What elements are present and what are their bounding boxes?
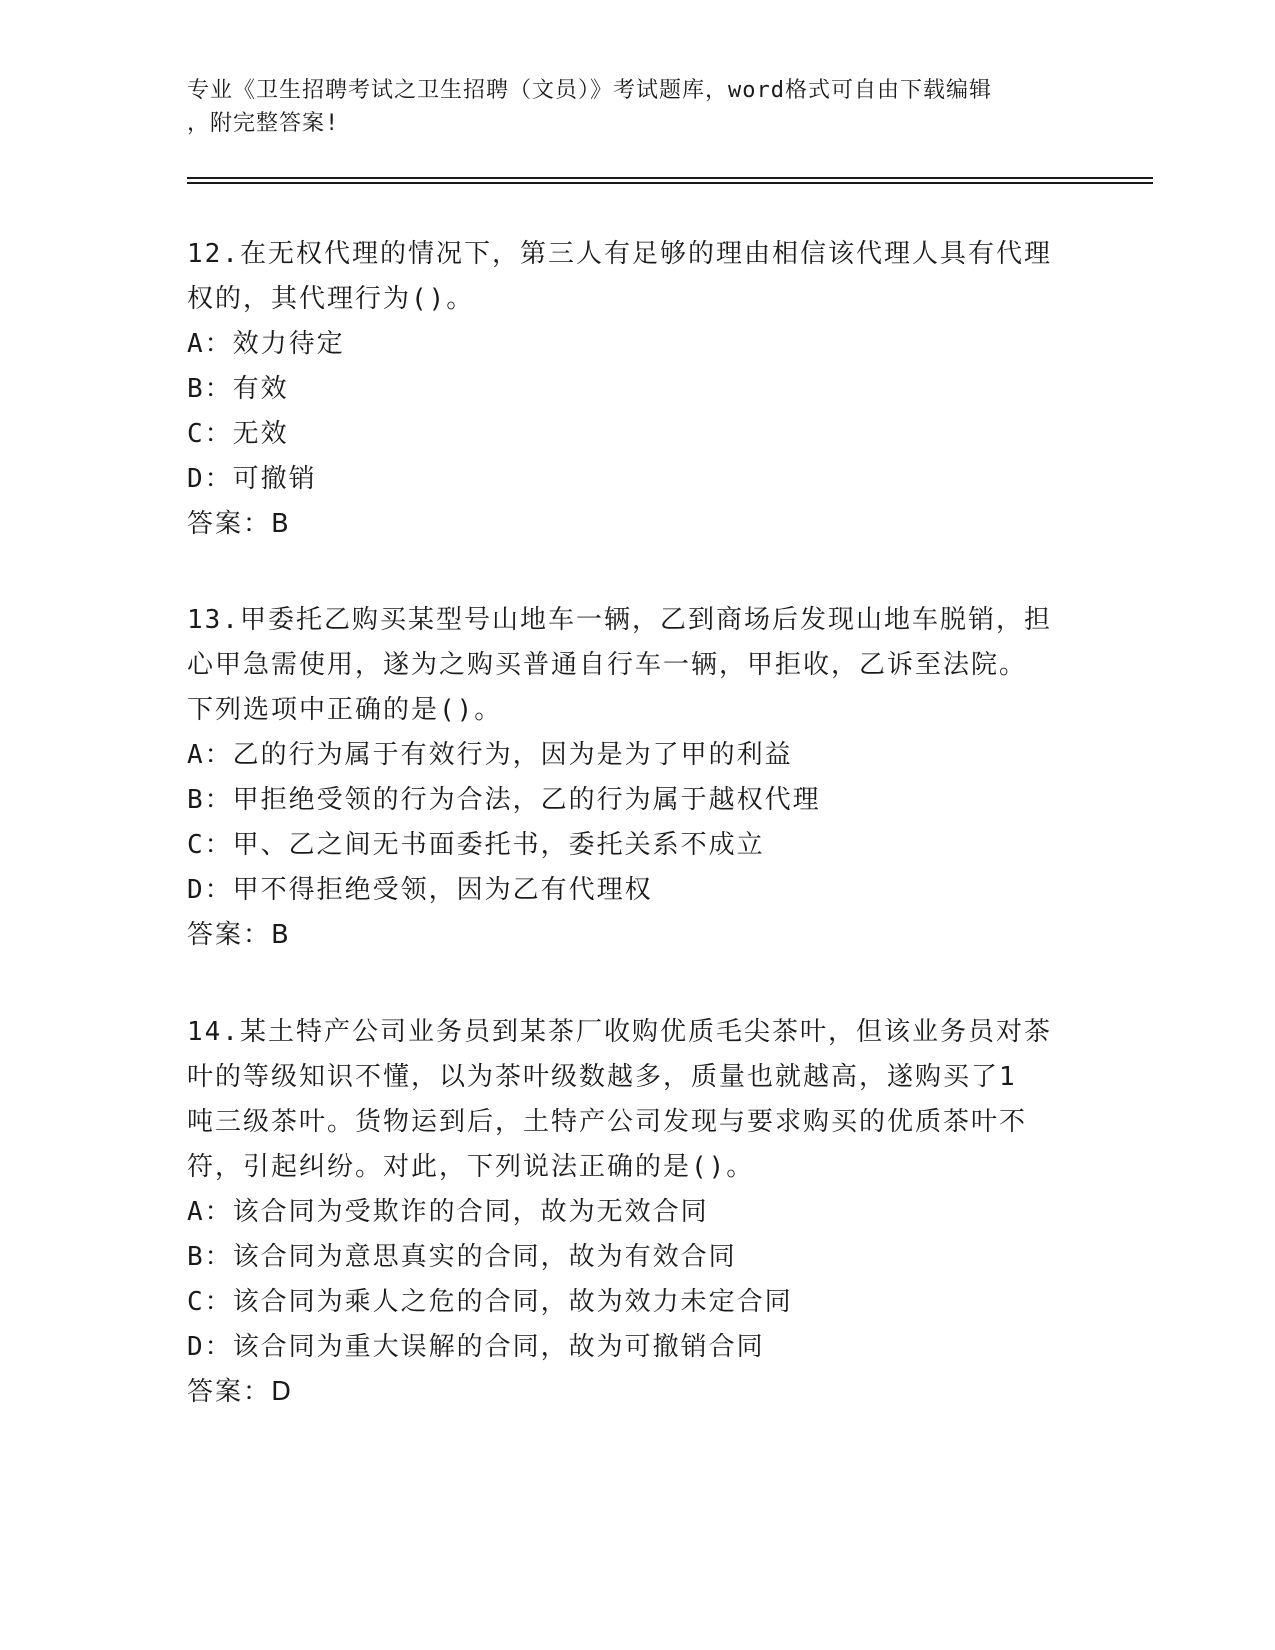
question-12 [187,232,1087,547]
header-rule-top [187,177,1153,179]
option-d: D：甲不得拒绝受领，因为乙有代理权 [187,875,653,905]
option-a: A：效力待定 [187,329,345,359]
question-14 [187,1010,1087,1415]
header-line-1: 专业《卫生招聘考试之卫生招聘（文员）》考试题库，word格式可自由下载编辑 [187,78,992,103]
option-c: C：甲、乙之间无书面委托书，委托关系不成立 [187,830,765,860]
option-a: A：该合同为受欺诈的合同，故为无效合同 [187,1197,709,1227]
question-text-line: 叶的等级知识不懂，以为茶叶级数越多，质量也就越高，遂购买了1 [187,1062,1017,1092]
option-b: B：有效 [187,374,289,404]
question-text-line: 下列选项中正确的是()。 [187,695,503,725]
option-c: C：该合同为乘人之危的合同，故为效力未定合同 [187,1287,793,1317]
document-header [187,74,1087,140]
header-rule-bottom [187,182,1153,184]
question-text-line: 吨三级茶叶。货物运到后，土特产公司发现与要求购买的优质茶叶不 [187,1107,1028,1137]
question-text-line: 心甲急需使用，遂为之购买普通自行车一辆，甲拒收，乙诉至法院。 [187,650,1028,680]
answer: 答案：B [187,920,291,950]
question-13 [187,598,1087,958]
option-a: A：乙的行为属于有效行为，因为是为了甲的利益 [187,740,793,770]
question-text-line: 权的，其代理行为()。 [187,284,475,314]
answer: 答案：D [187,1377,294,1407]
option-d: D：可撤销 [187,464,317,494]
option-c: C：无效 [187,419,289,449]
option-d: D：该合同为重大误解的合同，故为可撤销合同 [187,1332,765,1362]
question-text-line: 符，引起纠纷。对此，下列说法正确的是()。 [187,1152,755,1182]
question-text-line: 13.甲委托乙购买某型号山地车一辆，乙到商场后发现山地车脱销，担 [187,605,1052,635]
header-line-2: ，附完整答案! [187,111,340,136]
question-text-line: 14.某土特产公司业务员到某茶厂收购优质毛尖茶叶，但该业务员对茶 [187,1017,1052,1047]
answer: 答案：B [187,509,291,539]
option-b: B：甲拒绝受领的行为合法，乙的行为属于越权代理 [187,785,821,815]
question-text-line: 12.在无权代理的情况下，第三人有足够的理由相信该代理人具有代理 [187,239,1052,269]
option-b: B：该合同为意思真实的合同，故为有效合同 [187,1242,737,1272]
